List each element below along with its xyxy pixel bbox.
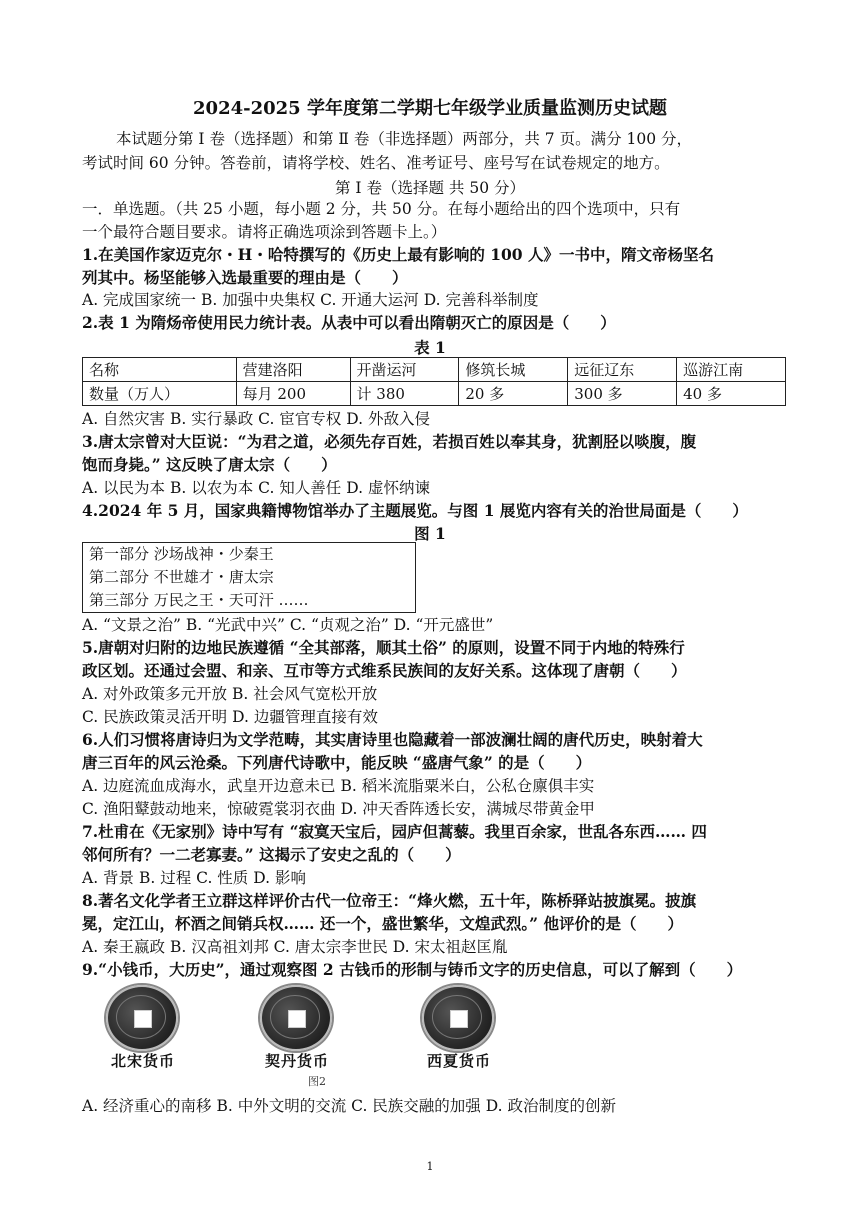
q3-stem-1: 3.唐太宗曾对大臣说：“为君之道，必须先存百姓，若损百姓以奉其身，犹割胫以啖腹，腹 [82, 432, 697, 451]
table-header-row [83, 358, 786, 382]
table-cell: 远征辽东 [568, 358, 677, 382]
q9-stem: 9.“小钱币，大历史”，通过观察图 2 古钱币的形制与铸币文字的历史信息，可以了解到（ ） [82, 960, 743, 979]
q8-stem-1: 8.著名文化学者王立群这样评价古代一位帝王：“烽火燃，五十年，陈桥驿站披旗冕。披旗 [82, 891, 697, 910]
coin-western-xia [404, 985, 514, 1075]
table-cell: 数量（万人） [83, 382, 237, 406]
table-cell: 40 多 [677, 382, 786, 406]
q5-stem-1: 5.唐朝对归附的边地民族遵循 “全其部落，顺其土俗” 的原则，设置不同于内地的特殊行 [82, 638, 685, 657]
q8-stem-2: 冕，定江山，杯酒之间销兵权…… 还一个，盛世繁华，文煌武烈。” 他评价的是（ ） [82, 914, 683, 933]
coin-label: 北宋货币 [110, 1052, 175, 1070]
q2-options: A. 自然灾害 B. 实行暴政 C. 宦官专权 D. 外敌入侵 [82, 410, 430, 428]
part-one-line-1: 一．单选题。（共 25 小题，每小题 2 分，共 50 分。在每小题给出的四个选项中，只有 [82, 200, 681, 218]
q5-stem-2: 政区划。还通过会盟、和亲、互市等方式维系民族间的友好关系。这体现了唐朝（ ） [82, 661, 687, 680]
figure-1-line: 第二部分 不世雄才・唐太宗 [89, 568, 274, 586]
q3-stem-2: 饱而身毙。” 这反映了唐太宗（ ） [82, 455, 337, 474]
section-title: 第 Ⅰ 卷（选择题 共 50 分） [335, 179, 525, 197]
q6-stem-1: 6.人们习惯将唐诗归为文学范畴，其实唐诗里也隐藏着一部波澜壮阔的唐代历史，映射着大 [82, 730, 703, 749]
q4-options: A. “文景之治” B. “光武中兴” C. “贞观之治” D. “开元盛世” [82, 616, 494, 634]
page-number: 1 [426, 1160, 434, 1173]
figure-1-line: 第三部分 万民之王・天可汗 …… [89, 591, 309, 609]
q5-options-2: C. 民族政策灵活开明 D. 边疆管理直接有效 [82, 708, 378, 726]
table-cell: 修筑长城 [459, 358, 568, 382]
coin-northern-song [88, 985, 198, 1075]
table-cell: 开凿运河 [350, 358, 459, 382]
table-cell: 20 多 [459, 382, 568, 406]
coin-icon [106, 985, 178, 1051]
table-cell: 300 多 [568, 382, 677, 406]
table-1-caption: 表 1 [414, 338, 446, 357]
table-cell: 每月 200 [236, 382, 350, 406]
q8-options: A. 秦王嬴政 B. 汉高祖刘邦 C. 唐太宗李世民 D. 宋太祖赵匡胤 [82, 938, 508, 956]
table-cell: 计 380 [350, 382, 459, 406]
q7-stem-2: 邻何所有？一二老寡妻。” 这揭示了安史之乱的（ ） [82, 845, 461, 864]
coin-icon [260, 985, 332, 1051]
q9-options: A. 经济重心的南移 B. 中外文明的交流 C. 民族交融的加强 D. 政治制度的创新 [82, 1097, 616, 1115]
q3-options: A. 以民为本 B. 以农为本 C. 知人善任 D. 虚怀纳谏 [82, 479, 430, 497]
intro-line-2: 考试时间 60 分钟。答卷前，请将学校、姓名、准考证号、座号写在试卷规定的地方。 [82, 154, 670, 172]
q1-stem-1: 1.在美国作家迈克尔・H・哈特撰写的《历史上最有影响的 100 人》一书中，隋文帝杨坚名 [82, 245, 714, 264]
figure-1-box [82, 542, 416, 613]
q6-stem-2: 唐三百年的风云沧桑。下列唐代诗歌中，能反映 “盛唐气象” 的是（ ） [82, 753, 592, 772]
coin-icon [422, 985, 494, 1051]
table-cell: 名称 [83, 358, 237, 382]
q1-options: A. 完成国家统一 B. 加强中央集权 C. 开通大运河 D. 完善科举制度 [82, 291, 539, 309]
table-cell: 营建洛阳 [236, 358, 350, 382]
table-cell: 巡游江南 [677, 358, 786, 382]
q7-options: A. 背景 B. 过程 C. 性质 D. 影响 [82, 869, 306, 887]
page-title: 2024-2025 学年度第二学期七年级学业质量监测历史试题 [193, 98, 667, 119]
coin-label: 契丹货币 [264, 1052, 329, 1070]
coin-khitan [242, 985, 352, 1075]
table-1 [82, 357, 786, 406]
q5-options-1: A. 对外政策多元开放 B. 社会风气宽松开放 [82, 685, 378, 703]
q2-stem: 2.表 1 为隋炀帝使用民力统计表。从表中可以看出隋朝灭亡的原因是（ ） [82, 313, 616, 332]
q4-stem: 4.2024 年 5 月，国家典籍博物馆举办了主题展览。与图 1 展览内容有关的治世局面是（ ） [82, 501, 748, 520]
q6-options-2: C. 渔阳鼙鼓动地来，惊破霓裳羽衣曲 D. 冲天香阵透长安，满城尽带黄金甲 [82, 800, 595, 818]
figure-1-caption: 图 1 [414, 524, 446, 543]
figure-1-line: 第一部分 沙场战神・少秦王 [89, 545, 274, 563]
q1-stem-2: 列其中。杨坚能够入选最重要的理由是（ ） [82, 268, 408, 287]
q6-options-1: A. 边庭流血成海水，武皇开边意未已 B. 稻米流脂粟米白，公私仓廪俱丰实 [82, 777, 595, 795]
table-row [83, 382, 786, 406]
figure-2-caption: 图2 [308, 1075, 326, 1088]
part-one-line-2: 一个最符合题目要求。请将正确选项涂到答题卡上。） [82, 223, 447, 241]
q7-stem-1: 7.杜甫在《无家别》诗中写有 “寂寞天宝后，园庐但蒿藜。我里百余家，世乱各东西…… 四 [82, 822, 707, 841]
intro-line-1: 本试题分第 Ⅰ 卷（选择题）和第 Ⅱ 卷（非选择题）两部分，共 7 页。满分 100 分， [116, 130, 693, 148]
coin-label: 西夏货币 [426, 1052, 491, 1070]
